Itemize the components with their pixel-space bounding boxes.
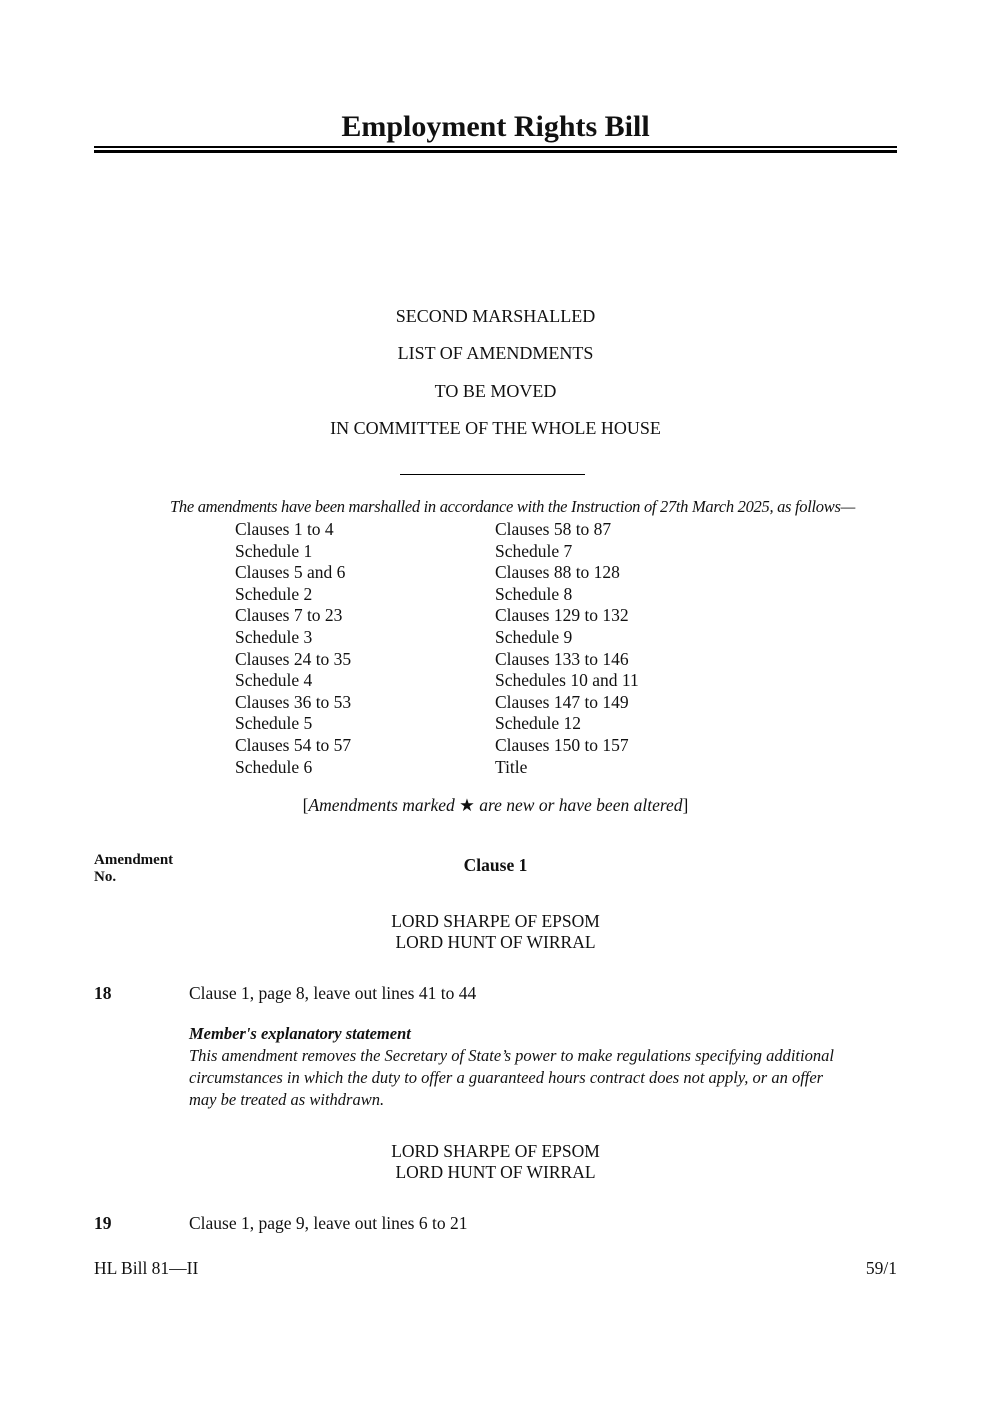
amendment-text: Clause 1, page 9, leave out lines 6 to 21	[189, 1213, 468, 1233]
order-item: Title	[495, 756, 528, 777]
order-item: Schedule 3	[235, 626, 313, 647]
marshalling-intro: The amendments have been marshalled in accordance with the Instruction of 27th March 2025, as follows—	[170, 497, 855, 516]
order-item: Schedule 4	[235, 670, 313, 691]
statement-line: may be treated as withdrawn.	[189, 1090, 385, 1109]
order-item: Schedules 10 and 11	[495, 670, 639, 691]
amendment-text: Clause 1, page 8, leave out lines 41 to 44	[189, 983, 477, 1003]
order-item: Schedule 9	[495, 626, 573, 647]
order-item: Clauses 150 to 157	[495, 734, 629, 755]
sponsor: LORD HUNT OF WIRRAL	[395, 1162, 596, 1182]
short-rule	[400, 474, 585, 475]
order-item: Schedule 1	[235, 540, 313, 561]
order-item: Clauses 88 to 128	[495, 562, 620, 583]
sponsor: LORD SHARPE OF EPSOM	[391, 911, 600, 931]
order-list-left	[235, 519, 351, 778]
statement-line: circumstances in which the duty to offer a guaranteed hours contract does not apply, or an offer	[189, 1068, 824, 1087]
label-line: Amendment	[94, 852, 174, 868]
sponsor: LORD HUNT OF WIRRAL	[395, 932, 596, 952]
order-item: Schedule 2	[235, 583, 313, 604]
section-heading: Clause 1	[463, 855, 528, 875]
heading-line: TO BE MOVED	[434, 381, 557, 401]
explanatory-statement	[189, 1023, 899, 1111]
heading-line: LIST OF AMENDMENTS	[397, 343, 594, 363]
order-item: Clauses 7 to 23	[235, 605, 343, 626]
order-item: Clauses 147 to 149	[495, 691, 629, 712]
order-item: Clauses 5 and 6	[235, 562, 346, 583]
order-item: Schedule 6	[235, 756, 313, 777]
title-rule-thin	[94, 146, 897, 148]
order-item: Clauses 129 to 132	[495, 605, 629, 626]
note-text: Amendments marked	[308, 795, 460, 815]
heading-line: IN COMMITTEE OF THE WHOLE HOUSE	[330, 418, 661, 438]
label-line: No.	[94, 869, 117, 885]
note-text: are new or have been altered	[474, 795, 683, 815]
bracket: ]	[682, 795, 689, 815]
order-item: Schedule 7	[495, 540, 573, 561]
order-item: Clauses 1 to 4	[235, 519, 334, 539]
order-item: Clauses 58 to 87	[495, 519, 612, 539]
statement-title: Member's explanatory statement	[189, 1024, 411, 1043]
bracket: [	[302, 795, 309, 815]
order-item: Schedule 8	[495, 583, 573, 604]
order-item: Clauses 54 to 57	[235, 734, 352, 755]
amendment-number: 19	[94, 1213, 112, 1233]
order-item: Schedule 12	[495, 713, 582, 734]
order-list-right	[495, 519, 639, 778]
heading-line: SECOND MARSHALLED	[395, 306, 596, 326]
altered-note	[0, 795, 991, 815]
order-item: Schedule 5	[235, 713, 313, 734]
statement-line: This amendment removes the Secretary of State’s power to make regulations specifying additional	[189, 1046, 834, 1065]
title-rule-thick	[94, 150, 897, 153]
footer-page-ref: 59/1	[865, 1258, 897, 1278]
footer-bill-number: HL Bill 81—II	[94, 1258, 199, 1278]
star-icon: ★	[459, 795, 475, 815]
order-item: Clauses 36 to 53	[235, 691, 352, 712]
bill-title: Employment Rights Bill	[341, 110, 650, 143]
order-item: Clauses 24 to 35	[235, 648, 352, 669]
order-item: Clauses 133 to 146	[495, 648, 629, 669]
sponsor: LORD SHARPE OF EPSOM	[391, 1141, 600, 1161]
amendment-number: 18	[94, 983, 112, 1003]
